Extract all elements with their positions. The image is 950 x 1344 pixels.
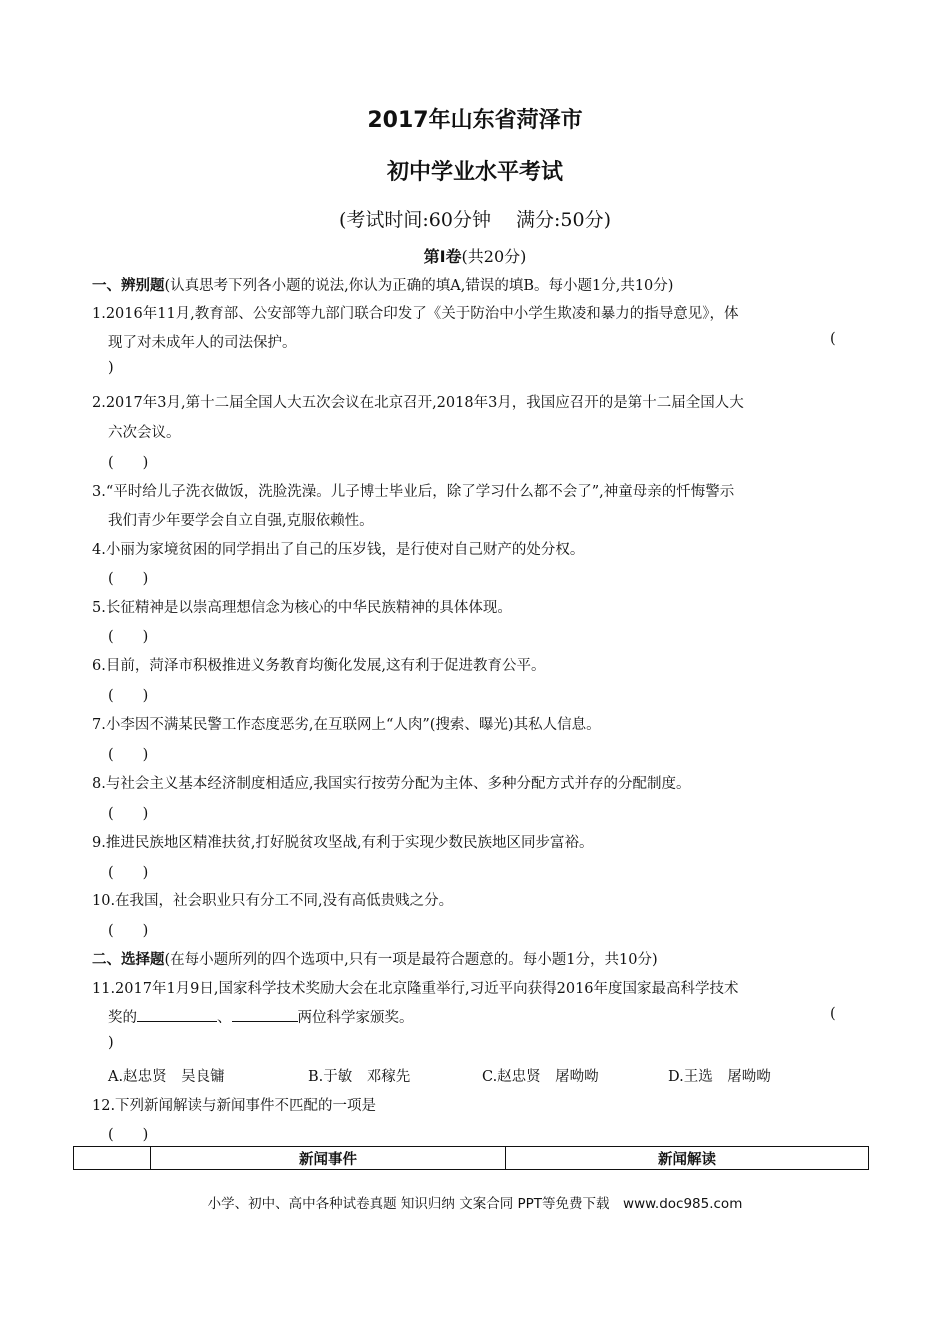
q11-option-b: B.于敏 邓稼先 — [308, 1069, 411, 1085]
q11-option-c: C.赵忠贤 屠呦呦 — [482, 1069, 599, 1085]
table-header-event: 新闻事件 — [151, 1147, 506, 1170]
q11-blank-2[interactable] — [232, 1007, 298, 1022]
q2-line1: 2.2017年3月,第十二届全国人大五次会议在北京召开,2018年3月，我国应召开的是第十二届全国人大 — [92, 395, 744, 411]
q11-line2 — [108, 1006, 414, 1027]
q6-answer-paren: ( ) — [108, 688, 149, 704]
part-label: 第Ⅰ卷 — [423, 247, 462, 266]
section2-heading — [92, 948, 658, 969]
q11-option-a: A.赵忠贤 吴良镛 — [108, 1069, 225, 1085]
q12-answer-paren: ( ) — [108, 1127, 149, 1143]
exam-title: 2017年山东省菏泽市 — [367, 108, 583, 133]
q11-blank-1[interactable] — [137, 1007, 217, 1022]
exam-subtitle: 初中学业水平考试 — [386, 160, 563, 185]
q5-answer-paren: ( ) — [108, 629, 149, 645]
q7-answer-paren: ( ) — [108, 747, 149, 763]
q11-text-b: 两位科学家颁奖。 — [297, 1010, 414, 1026]
q5-line1: 5.长征精神是以崇高理想信念为核心的中华民族精神的具体体现。 — [92, 600, 512, 616]
table-header-interpretation: 新闻解读 — [506, 1147, 869, 1170]
q2-answer-paren: ( ) — [108, 455, 149, 471]
q8-answer-paren: ( ) — [108, 806, 149, 822]
q11-option-d: D.王选 屠呦呦 — [668, 1069, 771, 1085]
q2-line2: 六次会议。 — [108, 425, 181, 441]
news-table — [73, 1146, 869, 1170]
q11-line1: 11.2017年1月9日,国家科学技术奖励大会在北京隆重举行,习近平向获得2016年度国家最高科学技术 — [92, 981, 739, 997]
section1-instruction: (认真思考下列各小题的说法,你认为正确的填A,错误的填B。每小题1分,共10分) — [164, 278, 674, 294]
q1-line1: 1.2016年11月,教育部、公安部等九部门联合印发了《关于防治中小学生欺凌和暴力的指导意见》，体 — [92, 306, 739, 322]
q3-line2: 我们青少年要学会自立自强,克服依赖性。 — [108, 513, 374, 529]
q10-answer-paren: ( ) — [108, 923, 149, 939]
q9-line1: 9.推进民族地区精准扶贫,打好脱贫攻坚战,有利于实现少数民族地区同步富裕。 — [92, 835, 594, 851]
q10-line1: 10.在我国，社会职业只有分工不同,没有高低贵贱之分。 — [92, 893, 454, 909]
q4-answer-paren: ( ) — [108, 571, 149, 587]
part-score: (共20分) — [461, 247, 527, 266]
q7-line1: 7.小李因不满某民警工作态度恶劣,在互联网上“人肉”(搜索、曝光)其私人信息。 — [92, 717, 601, 733]
q11-sep: 、 — [217, 1010, 232, 1026]
section1-heading — [92, 274, 673, 295]
table-header-index — [74, 1147, 151, 1170]
exam-info: (考试时间:60分钟 满分:50分) — [338, 209, 612, 231]
q6-line1: 6.目前，菏泽市积极推进义务教育均衡化发展,这有利于促进教育公平。 — [92, 658, 546, 674]
page-footer: 小学、初中、高中各种试卷真题 知识归纳 文案合同 PPT等免费下载 www.doc985.com — [207, 1196, 743, 1212]
part-heading — [0, 244, 950, 267]
q1-line2: 现了对未成年人的司法保护。 — [108, 335, 297, 351]
q3-line1: 3.“平时给儿子洗衣做饭，洗脸洗澡。儿子博士毕业后，除了学习什么都不会了”,神童母亲的忏悔警示 — [92, 484, 735, 500]
section2-instruction: (在每小题所列的四个选项中,只有一项是最符合题意的。每小题1分，共10分) — [164, 952, 658, 968]
q12-line1: 12.下列新闻解读与新闻事件不匹配的一项是 — [92, 1098, 377, 1114]
q9-answer-paren: ( ) — [108, 865, 149, 881]
news-table-header-row — [74, 1147, 869, 1170]
section1-label: 一、辨别题 — [92, 278, 165, 294]
q11-paren-open: ( — [830, 1006, 836, 1022]
q1-paren-close: ) — [108, 360, 114, 376]
section2-label: 二、选择题 — [92, 952, 165, 968]
q8-line1: 8.与社会主义基本经济制度相适应,我国实行按劳分配为主体、多种分配方式并存的分配制度。 — [92, 776, 691, 792]
q1-paren-open: ( — [830, 331, 836, 347]
q11-text-a: 奖的 — [108, 1010, 137, 1026]
q11-paren-close: ) — [108, 1035, 114, 1051]
q4-line1: 4.小丽为家境贫困的同学捐出了自己的压岁钱，是行使对自己财产的处分权。 — [92, 542, 585, 558]
